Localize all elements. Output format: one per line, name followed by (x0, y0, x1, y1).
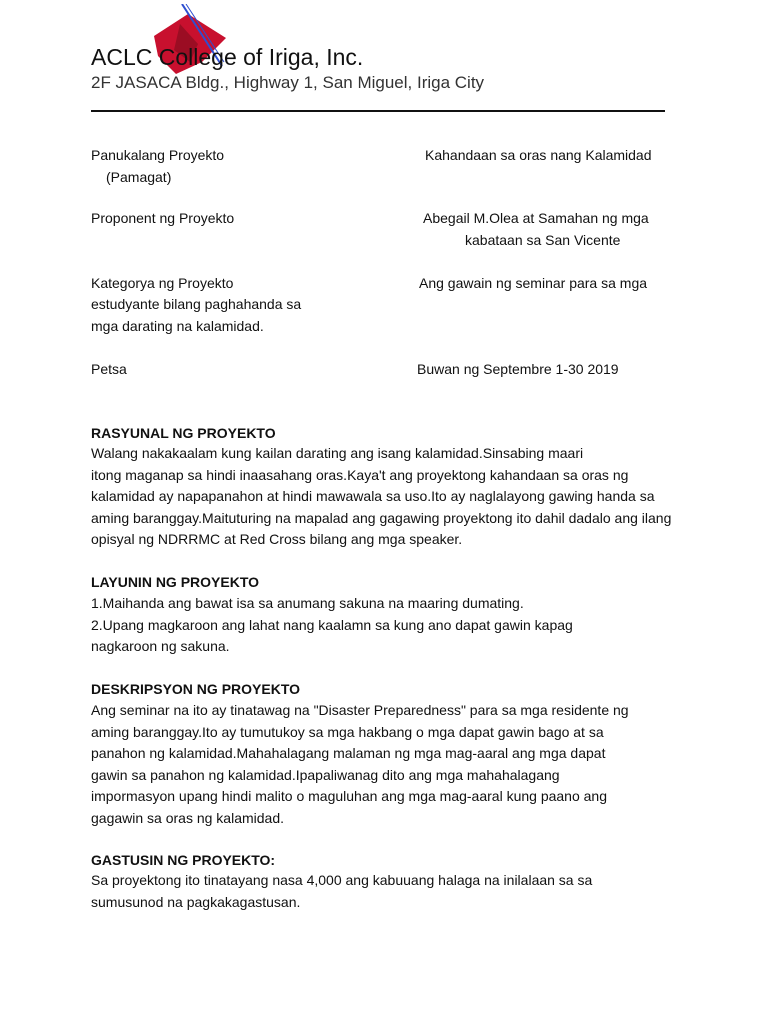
proponent-value: Abegail M.Olea at Samahan ng mga (423, 210, 649, 226)
description-heading: DESKRIPSYON NG PROYEKTO (91, 681, 301, 697)
rationale-body: Walang nakakaalam kung kailan darating ang isang kalamidad.Sinsabing maari itong maganap sa hindi inaasahang oras.Kaya't ang proyektong kahandaan sa oras ng kalamidad ay napapanahon at hindi mawawala sa uso.Ito ay naglalayong gawing handa sa aming baranggay.Maituturing na mapalad ang gagawing proyektong ito dahil dadalo ang ilang opisyal ng NDRRMC at Red Cross bilang ang mga speaker. (91, 445, 672, 547)
title-sublabel: (Pamagat) (106, 169, 172, 185)
date-label: Petsa (91, 361, 127, 377)
description-body: Ang seminar na ito ay tinatawag na "Disaster Preparedness" para sa mga residente ng aming baranggay.Ito ay tumutukoy sa mga hakbang o mga dapat gawin bago at sa panahon ng kalamidad.Mahahalagang malaman ng mga mag-aaral ang mga dapat gawin sa panahon ng kalamidad.Ipapaliwanag dito ang mga mahahalagang impormasyon upang hindi malito o maguluhan ang mga mag-aaral kung paano ang gagawin sa oras ng kalamidad. (91, 702, 629, 826)
title-value: Kahandaan sa oras nang Kalamidad (425, 147, 652, 163)
category-value-cont: mga darating na kalamidad. (91, 318, 264, 334)
objectives-heading: LAYUNIN NG PROYEKTO (91, 574, 260, 590)
objectives-body: 1.Maihanda ang bawat isa sa anumang sakuna na maaring dumating. 2.Upang magkaroon ang lahat nang kaalamn sa kung ano dapat gawin kapag nagkaroon ng sakuna. (91, 595, 573, 654)
date-value: Buwan ng Septembre 1-30 2019 (417, 361, 619, 377)
school-name: ACLC College of Iriga, Inc. (91, 44, 364, 70)
header-divider (91, 110, 665, 112)
rationale-heading: RASYUNAL NG PROYEKTO (91, 425, 276, 441)
school-address: 2F JASACA Bldg., Highway 1, San Miguel, Iriga City (91, 73, 485, 92)
proponent-value-cont: kabataan sa San Vicente (465, 232, 621, 248)
budget-body: Sa proyektong ito tinatayang nasa 4,000 ang kabuuang halaga na inilalaan sa sa sumusunod na pagkakagastusan. (91, 872, 593, 910)
category-value-cont: estudyante bilang paghahanda sa (91, 296, 302, 312)
budget-heading: GASTUSIN NG PROYEKTO: (91, 852, 276, 868)
category-label: Kategorya ng Proyekto (91, 275, 234, 291)
category-value: Ang gawain ng seminar para sa mga (419, 275, 648, 291)
proponent-label: Proponent ng Proyekto (91, 210, 235, 226)
title-label: Panukalang Proyekto (91, 147, 225, 163)
